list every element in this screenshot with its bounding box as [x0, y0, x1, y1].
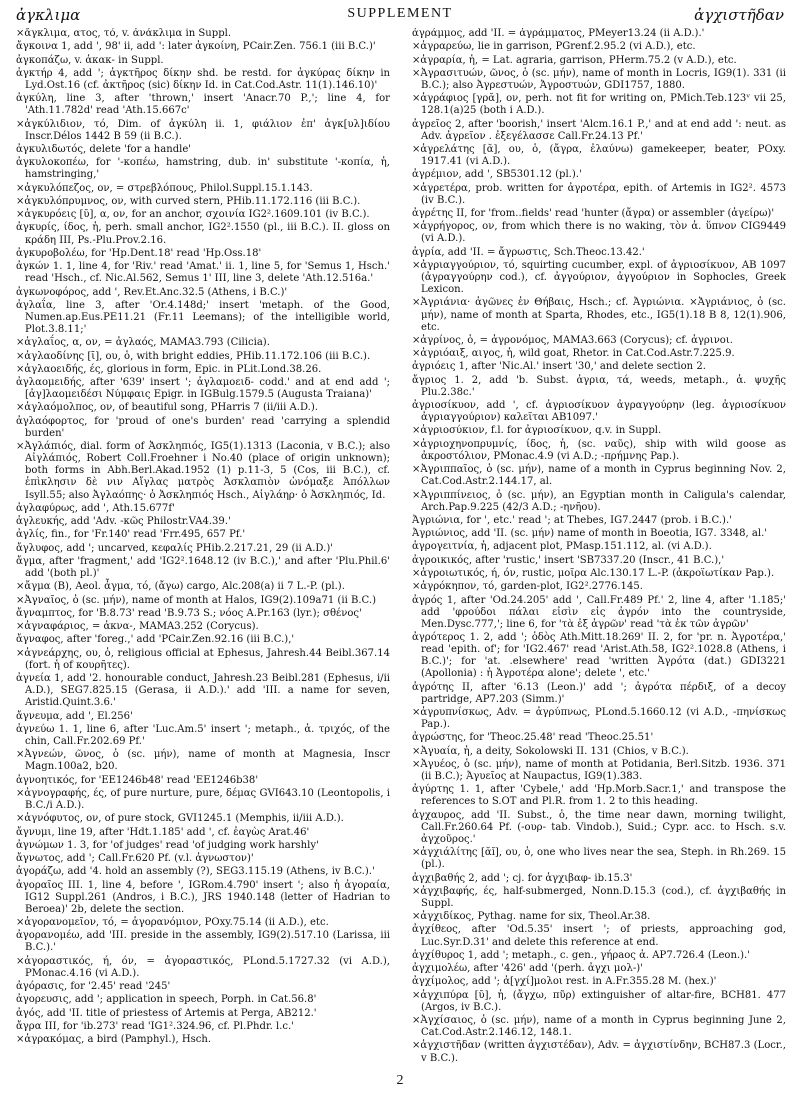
page-header — [16, 6, 784, 28]
lexicon-entry: ×ἀγρακόμας, a bird (Pamphyl.), Hsch. — [16, 1034, 212, 1046]
lexicon-entry: ἀγκωνοφόρος, add ', Rev.Et.Anc.32.5 (Athens, i B.C.)' — [16, 286, 288, 298]
lexicon-entry: ἀγνεία 1, add '2. honourable conduct, Jahresh.23 Beibl.281 (Ephesus, i/ii A.D.), SEG7.825.15 (Gerasa, ii A.D.).' add 'III. a name for seven, Aristid.Quint.3.6.' — [16, 673, 390, 709]
lexicon-entry: ×ἀγνογραφής, ές, of pure nurture, pure, δέμας GVI643.10 (Leontopolis, i B.C./i A.D.). — [16, 787, 390, 811]
lexicon-entry: ἀγριοσίκυον, add ', cf. ἀγριοσίκυον ἀγραγγούρην (leg. ἀγριοσίκυον ἀγριαγγούριον) καλεῖται AB1097.' — [412, 400, 786, 424]
lexicon-entry: ×ἀγκυλόπρυμνος, ον, with curved stern, PHib.11.172.116 (iii B.C.). — [16, 195, 361, 207]
lexicon-entry: ἀγχίμολος, add '; ἀ[γχί]μολοι rest. in A.Fr.355.28 M. (hex.)' — [412, 976, 717, 988]
lexicon-entry: ×ἀγνόφυτος, ον, of pure stock, GVI1245.1 (Memphis, ii/iii A.D.). — [16, 813, 344, 825]
lexicon-entry: ×ἀγκυρόεις [ῠ], α, ον, for an anchor, σχοινία IG2².1609.101 (iv B.C.). — [16, 209, 370, 221]
lexicon-entry: ×ἀγχιπύρα [ῠ], ἡ, (ἄγχω, πῦρ) extinguisher of altar-fire, BCH81. 477 (Argos, iv B.C.). — [412, 989, 786, 1013]
lexicon-entry: ×Ἀγναῖος, ὁ (sc. μήν), name of month at Halos, IG9(2).109a71 (ii B.C.) — [16, 594, 376, 606]
lexicon-entry: ἄγκοινα 1, add ', 98' ii, add ': later ἀγκοίνη, PCair.Zen. 756.1 (iii B.C.)' — [16, 41, 376, 53]
lexicon-entry: ἀγνοητικός, for 'EE1246b48' read 'EE1246b38' — [16, 774, 259, 786]
header-title: SUPPLEMENT — [347, 6, 453, 21]
lexicon-entry: ἄγρα III, for 'ib.273' read 'IG1².324.96, cf. Pl.Phdr. l.c.' — [16, 1020, 295, 1032]
lexicon-entry: ἀγχιβαθής 2, add '; cj. for ἀγχιβαφ- ib.15.3' — [412, 872, 633, 884]
left-column — [16, 28, 390, 1066]
lexicon-entry: ×ἀγλαοειδής, ές, glorious in form, Epic. in PLit.Lond.38.26. — [16, 363, 322, 375]
lexicon-entry: ἀγρέτης II, for 'from..fields' read 'hunter (ἄγρα) or assembler (ἀγείρω)' — [412, 208, 775, 219]
lexicon-entry: ×ἀγχιβαφής, ές, half-submerged, Nonn.D.15.3 (cod.), cf. ἀγχιβαθής in Suppl. — [412, 885, 786, 909]
lexicon-entry: ×ἀγλαόμολπος, ον, of beautiful song, PHarris 7 (ii/iii A.D.). — [16, 402, 318, 414]
lexicon-entry: ἀγκυροβολέω, for 'Hp.Dent.18' read 'Hp.Oss.18' — [16, 247, 262, 259]
lexicon-entry: ×ἀγράφιος [γρᾰ], ον, perh. not fit for writing on, PMich.Teb.123ᵛ vii 25, 128.1(a)25 (both i A.D.). — [412, 93, 786, 117]
lexicon-entry: ×Ἀγριππίνειος, ὁ (sc. μήν), an Egyptian month in Caligula's calendar, Arch.Pap.9.225 (42/3 A.D.; -ηνῆου). — [412, 489, 786, 513]
lexicon-entry: ἄγλυφος, add '; uncarved, κεφαλίς PHib.2.217.21, 29 (ii A.D.)' — [16, 542, 334, 554]
header-first-headword: ἀγκλιμα — [16, 6, 81, 24]
lexicon-entry: ×ἀγοραστικός, ή, όν, = ἀγοραστικός, PLond.5.1727.32 (vi A.D.), PMonac.4.16 (vi A.D.). — [16, 955, 390, 979]
lexicon-entry: ἀγλίς, fin., for 'Fr.140' read 'Frr.495, 657 Pf.' — [16, 529, 246, 541]
lexicon-entry: ἀγοραῖος III. 1, line 4, before ', IGRom.4.790' insert '; also ἡ ἀγοραία, IG12 Suppl.261 (Andros, i B.C.), JRS 1940.148 (letter of Hadrian to Beroea)' 2b, delete the section. — [16, 879, 390, 915]
lexicon-entry: ×ἀγρίνος, ὁ, = ἀγρονόμος, MAMA3.663 (Corycus); cf. ἀγρινοι. — [412, 334, 733, 346]
lexicon-entry: ἀγχαυρος, add 'II. Subst., ὁ, the time near dawn, morning twilight, Call.Fr.260.64 Pf. (-ουρ- tab. Vindob.), Suid.; Cypr. acc. to Hsch. s.v. ἀγχοῦρος.' — [412, 809, 786, 845]
lexicon-entry: ×ἀγχιδίκος, Pythag. name for six, Theol.Ar.38. — [412, 911, 651, 923]
lexicon-entry: ×ἀγνεάρχης, ου, ὁ, religious official at Ephesus, Jahresh.44 Beibl.367.14 (fort. ἡ of κουρῆτες). — [16, 647, 390, 671]
lexicon-entry: ἄγνευμα, add ', El.256' — [16, 710, 133, 722]
lexicon-entry: ἀγκτήρ 4, add '; ἀγκτῆρος δίκην shd. be restd. for ἀγκύρας δίκην in Lyd.Ost.16 (cf. ἀκτῆρος (sic) δίκην Id. in Cat.Cod.Astr. 11(1).146.10)' — [16, 67, 390, 91]
lexicon-entry: ×ἀγρετέρα, prob. written for ἀγροτέρα, epith. of Artemis in IG2². 4573 (iv B.C.). — [412, 182, 786, 206]
lexicon-entry: ἀγλαΐα, line 3, after 'Or.4.148d;' insert 'metaph. of the Good, Numen.ap.Eus.PE11.21 (Fr.11 Leemans); of the intelligible world, Plot.3.8.11;' — [16, 299, 390, 335]
lexicon-entry: ἀγός, add 'II. title of priestess of Artemis at Perga, AB212.' — [16, 1007, 317, 1019]
lexicon-entry: ἀγκυλιδωτός, delete 'for a handle' — [16, 143, 192, 155]
lexicon-entry: ×ἀγροιωτικός, ή, όν, rustic, μοῖρα Alc.130.17 L.-P. (ἀκροϊωτίκαν Pap.). — [412, 568, 775, 579]
lexicon-entry: ἀγορευσις, add '; application in speech, Porph. in Cat.56.8' — [16, 994, 317, 1006]
lexicon-entry: ἀγχίθυρος 1, add '; metaph., c. gen., γήρaoς ἀ. AP7.726.4 (Leon.).' — [412, 949, 750, 961]
lexicon-entry: ×ἀγριαγγούριον, τό, squirting cucumber, expl. of ἀγριοσίκυον, AB 1097 (ἀγραγγούρην cod.), cf. ἀγγούριον, ἀγγούριον in Sophocles, Greek Lexicon. — [412, 259, 786, 296]
lexicon-entry: ἀγράμμος, add 'II. = ἀγράμματος, PMeyer13.24 (ii A.D.).' — [412, 28, 705, 39]
lexicon-entry: ἀγύρτης 1. 1, after 'Cybele,' add 'Hp.Morb.Sacr.1,' and transpose the references to S.OT and Pl.R. from 1. 2 to this heading. — [412, 784, 786, 808]
lexicon-entry: ἀγροικικός, after 'rustic,' insert 'SB7337.20 (Inscr., 41 B.C.),' — [412, 554, 725, 566]
lexicon-entry: ×ἀγναφάριος, = ἀκνα-, MAMA3.252 (Corycus). — [16, 621, 259, 633]
lexicon-entry: ἄγνυμι, line 19, after 'Hdt.1.185' add ', cf. ἐαγὼς Arat.46' — [16, 826, 310, 838]
lexicon-entry: ×ἀγκυλόπεζος, ον, = στρεβλόπους, Philol.Suppl.15.1.143. — [16, 182, 313, 194]
lexicon-entry: ×Ἀγχίσαιος, ὁ (sc. μήν), name of a month in Cyprus beginning June 2, Cat.Cod.Astr.2.146.12, 148.1. — [412, 1015, 786, 1039]
lexicon-entry: Ἀγριώνιος, add 'II. (sc. μήν) name of month in Boeotia, IG7. 3348, al.' — [412, 528, 768, 540]
lexicon-entry: ×ἀγρυπνίσκως, Adv. = ἀγρύπνως, PLond.5.1660.12 (vi A.D., -πηνίσκως Pap.). — [412, 706, 786, 731]
lexicon-entry: ×ἀγλαΐος, α, ον, = ἀγλαός, MAMA3.793 (Cilicia). — [16, 337, 270, 349]
lexicon-entry: ×ἀγριοσύκιον, f.l. for ἀγριοσίκυον, q.v. in Suppl. — [412, 425, 662, 437]
lexicon-entry: ἄγναφος, after 'foreg.,' add 'PCair.Zen.92.16 (iii B.C.),' — [16, 634, 295, 646]
lexicon-entry: ×ἀγκύλιδιον, τό, Dim. of ἀγκύλη ii. 1, φιάλιον ἐπ' ἀγκ[υλ]ιδίου Inscr.Délos 1442 B 59 (ii B.C.). — [16, 118, 390, 142]
lexicon-entry: ×ἀγρελάτης [ᾰ], ου, ὁ, (ἄγρα, ἐλαύνω) gamekeeper, beater, POxy. 1917.41 (vi A.D.). — [412, 143, 786, 168]
lexicon-entry: ἀγρία, add 'II. = ἄγρωστις, Sch.Theoc.13.42.' — [412, 246, 645, 258]
lexicon-entry: ἀγκύλη, line 3, after 'thrown,' insert 'Anacr.70 P.,'; line 4, for 'Ath.11.782d' read 'Ath.15.667c' — [16, 93, 390, 117]
lexicon-entry: ἀγρεῖος 2, after 'boorish,' insert 'Alcm.16.1 P.,' and at end add ': neut. as Adv. ἀγρεῖον . ἐξεγέλασσε Call.Fr.24.13 Pf.' — [412, 118, 786, 142]
lexicon-entry: ἀγνώμων 1. 3, for 'of judges' read 'of judging work harshly' — [16, 839, 319, 851]
lexicon-entry: ἀγνεύω 1. 1, line 6, after 'Luc.Am.5' insert '; metaph., ἀ. τριχός, of the chin, Call.Fr.202.69 Pf.' — [16, 723, 390, 747]
lexicon-entry: ἄγναμπτος, for 'B.8.73' read 'B.9.73 S.; νόος A.Pr.163 (lyr.); σθένος' — [16, 607, 362, 619]
lexicon-entry: Ἀγριώνια, for ', etc.' read '; at Thebes, IG7.2447 (prob. i B.C.).' — [412, 514, 732, 526]
lexicon-entry: ×Ἀγυαία, ἡ, a deity, Sokolowski II. 131 (Chios, v B.C.). — [412, 745, 689, 757]
page-number: 2 — [396, 1073, 404, 1088]
lexicon-entry: ×ἀγχιστῆδαν (written ἀγχιστέδαν), Adv. = ἀγχιστίνδην, BCH87.3 (Locr., v B.C.). — [412, 1040, 786, 1064]
lexicon-entry: ἀγλευκής, add 'Adv. -κῶς Philostr.VA4.39.' — [16, 516, 231, 528]
lexicon-entry: ἀγλαφύρως, add ', Ath.15.677f' — [16, 502, 175, 514]
lexicon-entry: ×Ἀγνεών, ῶνος, ὁ (sc. μήν), name of month at Magnesia, Inscr Magn.100a2, b20. — [16, 749, 390, 773]
lexicon-entry: ×Ἀγριππαῖος, ὁ (sc. μήν), name of a month in Cyprus beginning Nov. 2, Cat.Cod.Astr.2.144.17, al. — [412, 464, 786, 488]
header-last-headword: ἀγχιστῆδαν — [694, 6, 784, 24]
lexicon-entry: ἀγρέμιον, add ', SB5301.12 (pl.).' — [412, 169, 582, 181]
lexicon-entry: ×Ἀγρασιτυών, ῶνος, ὁ (sc. μήν), name of month in Locris, IG9(1). 331 (ii B.C.); also Ἀγρεστυών, Ἀγροστυών, GDI1757, 1880. — [412, 67, 786, 91]
right-column — [412, 28, 786, 1066]
lexicon-entry: ×ἀγραρεύω, lie in garrison, PGrenf.2.95.2 (vi A.D.), etc. — [412, 41, 696, 53]
lexicon-entry: ἀγόρασις, for '2.45' read '245' — [16, 981, 171, 993]
lexicon-entry: ἀγλαόφορτος, for 'proud of one's burden' read 'carrying a splendid burden' — [16, 415, 390, 439]
lexicon-entry: ×Ἀγριάνια· ἀγῶνες ἐν Θήβαις, Hsch.; cf. Ἀγριώνια. ×Ἀγριάνιος, ὁ (sc. μήν), name of month at Sparta, Rhodes, etc., IG5(1).18 B 8, 12(1).906, etc. — [412, 297, 786, 333]
lexicon-entry: ×ἀγορανομεῖον, τό, = ἀγορανόμιον, POxy.75.14 (ii A.D.), etc. — [16, 917, 329, 929]
lexicon-entry: ἀγκυρίς, ίδος, ἡ, perh. small anchor, IG2².1550 (pl., iii B.C.). II. gloss on κράδη III, Ps.-Plu.Prov.2.16. — [16, 222, 390, 246]
lexicon-entry: ἄγμα, after 'fragment,' add 'IG2².1648.12 (iv B.C.),' and after 'Plu.Phil.6' add '(both pl.)' — [16, 555, 390, 579]
lexicon-entry: ἀγοράζω, add '4. hold an assembly (?), SEG3.115.19 (Athens, iv B.C.).' — [16, 866, 375, 878]
lexicon-entry: ἀγκυλοκοπέω, for '-κοπέω, hamstring, dub. in' substitute '-κοπία, ἡ, hamstringing,' — [16, 157, 390, 181]
lexicon-entry: ἀγρογειτνία, ἡ, adjacent plot, PMasp.151.112, al. (vi A.D.). — [412, 541, 712, 553]
lexicon-entry: ×ἀγρόκηπον, τό, garden-plot, IG2².2776.145. — [412, 581, 643, 593]
lexicon-entry: ἀγκών 1. 1, line 4, for 'Riv.' read 'Amat.' ii. 1, line 5, for 'Semus 1, Hsch.' read 'Hsch., cf. Nic.Al.562, Semus 1' III, line 3, delete 'Ath.12.516a.' — [16, 261, 390, 285]
lexicon-entry: ×ἄγμα (B), Aeol. ἆγμα, τό, (ἄγω) cargo, Alc.208(a) ii 7 L.-P. (pl.). — [16, 581, 345, 593]
lexicon-entry: ×ἀγλαοδίνης [ῑ], ου, ὁ, with bright eddies, PHib.11.172.106 (iii B.C.). — [16, 350, 371, 362]
lexicon-entry: ἀγριόεις 1, after 'Nic.Al.' insert '30,' and delete section 2. — [412, 361, 706, 373]
lexicon-entry: ×ἀγραρία, ἡ, = Lat. agraria, garrison, PHerm.75.2 (v A.D.), etc. — [412, 54, 737, 66]
lexicon-entry: ×Ἀγλάπιός, dial. form of Ἀσκληπιός, IG5(1).1313 (Laconia, v B.C.); also Αἰγλάπιός, Robert Coll.Froehner i No.40 (place of origin unknown); both forms in Abh.Berl.Akad.1952 (1) p.11-3, 5 (Cos, iii B.C.), cf. ἐπὶκλησιν δὲ νιν Αἴγλας ματρὸς Ἀσκλαπιὸν ὠνόμαξε Ἀπόλλων Isyll.55; also Ἀγλαόπης· ὁ Ἀσκληπιός Hsch., Αἰγλάηρ· ὁ Ἀσκληπιός, Id. — [16, 441, 390, 501]
lexicon-entry: ἀγρότης II, after '6.13 (Leon.)' add '; ἀγρότα πέρδιξ, of a decoy partridge, AP7.203 (Simm.)' — [412, 681, 786, 705]
lexicon-entry: ×ἀγχιάλίτης [ᾰĭ], ου, ὁ, one who lives near the sea, Steph. in Rh.269. 15 (pl.). — [412, 847, 786, 871]
lexicon-entry: ἄγνωτος, add '; Call.Fr.620 Pf. (v.l. ἀγνωστον)' — [16, 853, 254, 865]
lexicon-entry: ×Ἀγυέος, ὁ (sc. μήν), name of month at Potidania, Berl.Sitzb. 1936. 371 (ii B.C.); Ἀγυεῖος at Naupactus, IG9(1).383. — [412, 758, 786, 782]
lexicon-entry: ×ἄγκλιμα, ατος, τό, v. ἀνάκλιμα in Suppl. — [16, 28, 232, 39]
lexicon-entry: ×ἀγριοχηνοπρυμνίς, ίδος, ἡ, (sc. ναῦς), ship with wild goose as ἀκροστόλιον, PMonac.4.9 (vi A.D.; -πρήμνης Pap.). — [412, 438, 786, 462]
lexicon-entry: ἀγρός 1, after 'Od.24.205' add ', Call.Fr.489 Pf.' 2, line 4, after '1.185;' add 'φρούδοι πάλαι εἰσὶν εἰς ἀγρόν into the countryside, Men.Dysc.777,'; line 6, for 'τὰ ἐξ ἀγρῶν' read 'τὰ ἐκ τῶν ἀγρῶν' — [412, 594, 786, 630]
lexicon-entry: ἀγρότερος 1. 2, add '; ὁδὸς Ath.Mitt.18.269' II. 2, for 'pr. n. Ἀγροτέρα,' read 'epith. of'; for 'IG2.467' read 'Arist.Ath.58, IG2².1028.8 (Athens, i B.C.)'; for 'at. .elsewhere' read 'written Ἀγρότα (dat.) GDI3221 (Apollonia) : ἡ Ἀγροτέρα alone'; delete ', etc.' — [412, 632, 786, 680]
lexicon-entry: ἀγκοπάζω, v. ἀκακ- in Suppl. — [16, 54, 164, 66]
lexicon-entry: ἀγχιμολέω, after '426' add '(perh. ἀγχι μολ-)' — [412, 963, 643, 975]
lexicon-entry: ἄγριος 1. 2, add 'b. Subst. ἀγρια, τά, weeds, metaph., ἀ. ψυχῆς Plu.2.38c.' — [412, 374, 786, 398]
lexicon-entry: ἀγρώστης, for 'Theoc.25.48' read 'Theoc.25.51' — [412, 732, 654, 744]
lexicon-entry: ἀγλαομειδής, after '639' insert '; ἀγλαμοειδ- codd.' and at end add '; [ἀγ]λαομειδέσι Νύμφαις Epigr. in IGBulg.1579.5 (Augusta Traiana)' — [16, 377, 390, 401]
lexicon-entry: ×ἀγρήγορος, ον, from which there is no waking, τὸν ἀ. ὕπνον CIG9449 (vi A.D.). — [412, 221, 786, 245]
lexicon-entry: ἀγχίθεος, after 'Od.5.35' insert '; of priests, approaching god, Luc.Syr.D.31' and delete this reference at end. — [412, 924, 786, 948]
lexicon-entry: ×ἀγριόαιξ, αιγος, ἡ, wild goat, Rhetor. in Cat.Cod.Astr.7.225.9. — [412, 348, 735, 360]
lexicon-entry: ἀγορανομέω, add 'III. preside in the assembly, IG9(2).517.10 (Larissa, iii B.C.).' — [16, 930, 390, 954]
